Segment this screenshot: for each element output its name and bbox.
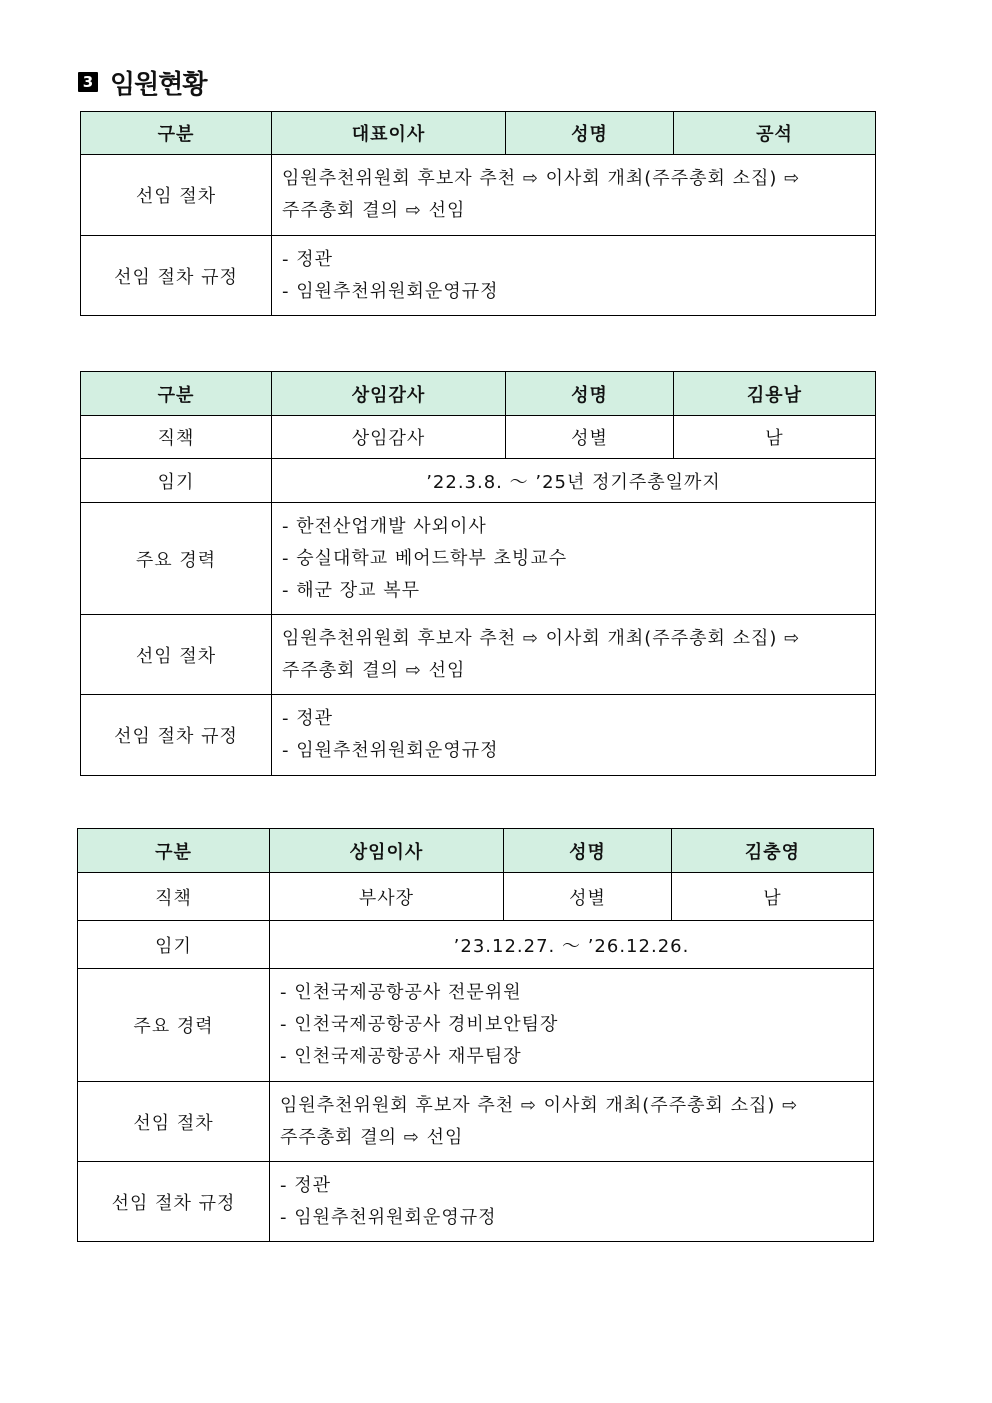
- header-name-label: 성명: [506, 112, 674, 155]
- header-role: 대표이사: [272, 112, 506, 155]
- header-category: 구분: [81, 372, 272, 416]
- section-number-badge: 3: [78, 72, 98, 92]
- table-row: [81, 236, 876, 316]
- section-heading: [78, 62, 206, 102]
- table-row: [81, 459, 876, 503]
- table-row: [81, 416, 876, 459]
- director-table: [77, 828, 874, 1242]
- procedure-label: 선임 절차: [81, 155, 272, 236]
- table-header-row: [81, 112, 876, 155]
- position-value: 부사장: [270, 873, 504, 921]
- header-name-value: 김충영: [672, 829, 874, 873]
- position-label: 직책: [81, 416, 272, 459]
- table-header-row: [81, 372, 876, 416]
- table-row: [81, 695, 876, 776]
- term-value: ’23.12.27. ～ ’26.12.26.: [270, 921, 874, 969]
- career-list: - 한전산업개발 사외이사 - 숭실대학교 베어드학부 초빙교수 - 해군 장교 복무: [272, 503, 876, 615]
- header-category: 구분: [78, 829, 270, 873]
- table-row: [78, 1162, 874, 1242]
- procedure-text: 임원추천위원회 후보자 추천 ⇨ 이사회 개최(주주총회 소집) ⇨ 주주총회 결의 ⇨ 선임: [270, 1082, 874, 1162]
- career-list: - 인천국제공항공사 전문위원 - 인천국제공항공사 경비보안팀장 - 인천국제공항공사 재무팀장: [270, 969, 874, 1082]
- rule-label: 선임 절차 규정: [81, 695, 272, 776]
- header-name-label: 성명: [504, 829, 672, 873]
- gender-label: 성별: [504, 873, 672, 921]
- gender-value: 남: [674, 416, 876, 459]
- table-row: [78, 873, 874, 921]
- procedure-text: 임원추천위원회 후보자 추천 ⇨ 이사회 개최(주주총회 소집) ⇨ 주주총회 결의 ⇨ 선임: [272, 615, 876, 695]
- auditor-table: [80, 371, 876, 776]
- header-role: 상임이사: [270, 829, 504, 873]
- table-row: [78, 969, 874, 1082]
- header-category: 구분: [81, 112, 272, 155]
- table-row: [81, 615, 876, 695]
- procedure-text: 임원추천위원회 후보자 추천 ⇨ 이사회 개최(주주총회 소집) ⇨ 주주총회 결의 ⇨ 선임: [272, 155, 876, 236]
- career-label: 주요 경력: [81, 503, 272, 615]
- header-name-value: 공석: [674, 112, 876, 155]
- table-row: [81, 155, 876, 236]
- term-label: 임기: [78, 921, 270, 969]
- position-label: 직책: [78, 873, 270, 921]
- header-name-value: 김용남: [674, 372, 876, 416]
- table-row: [78, 1082, 874, 1162]
- procedure-label: 선임 절차: [81, 615, 272, 695]
- rule-list: - 정관 - 임원추천위원회운영규정: [272, 236, 876, 316]
- rule-list: - 정관 - 임원추천위원회운영규정: [272, 695, 876, 776]
- career-label: 주요 경력: [78, 969, 270, 1082]
- ceo-table: [80, 111, 876, 316]
- gender-value: 남: [672, 873, 874, 921]
- gender-label: 성별: [506, 416, 674, 459]
- table-header-row: [78, 829, 874, 873]
- position-value: 상임감사: [272, 416, 506, 459]
- rule-label: 선임 절차 규정: [78, 1162, 270, 1242]
- table-row: [81, 503, 876, 615]
- rule-list: - 정관 - 임원추천위원회운영규정: [270, 1162, 874, 1242]
- term-label: 임기: [81, 459, 272, 503]
- term-value: ’22.3.8. ～ ’25년 정기주총일까지: [272, 459, 876, 503]
- table-row: [78, 921, 874, 969]
- rule-label: 선임 절차 규정: [81, 236, 272, 316]
- header-role: 상임감사: [272, 372, 506, 416]
- section-title: 임원현황: [110, 69, 207, 100]
- header-name-label: 성명: [506, 372, 674, 416]
- procedure-label: 선임 절차: [78, 1082, 270, 1162]
